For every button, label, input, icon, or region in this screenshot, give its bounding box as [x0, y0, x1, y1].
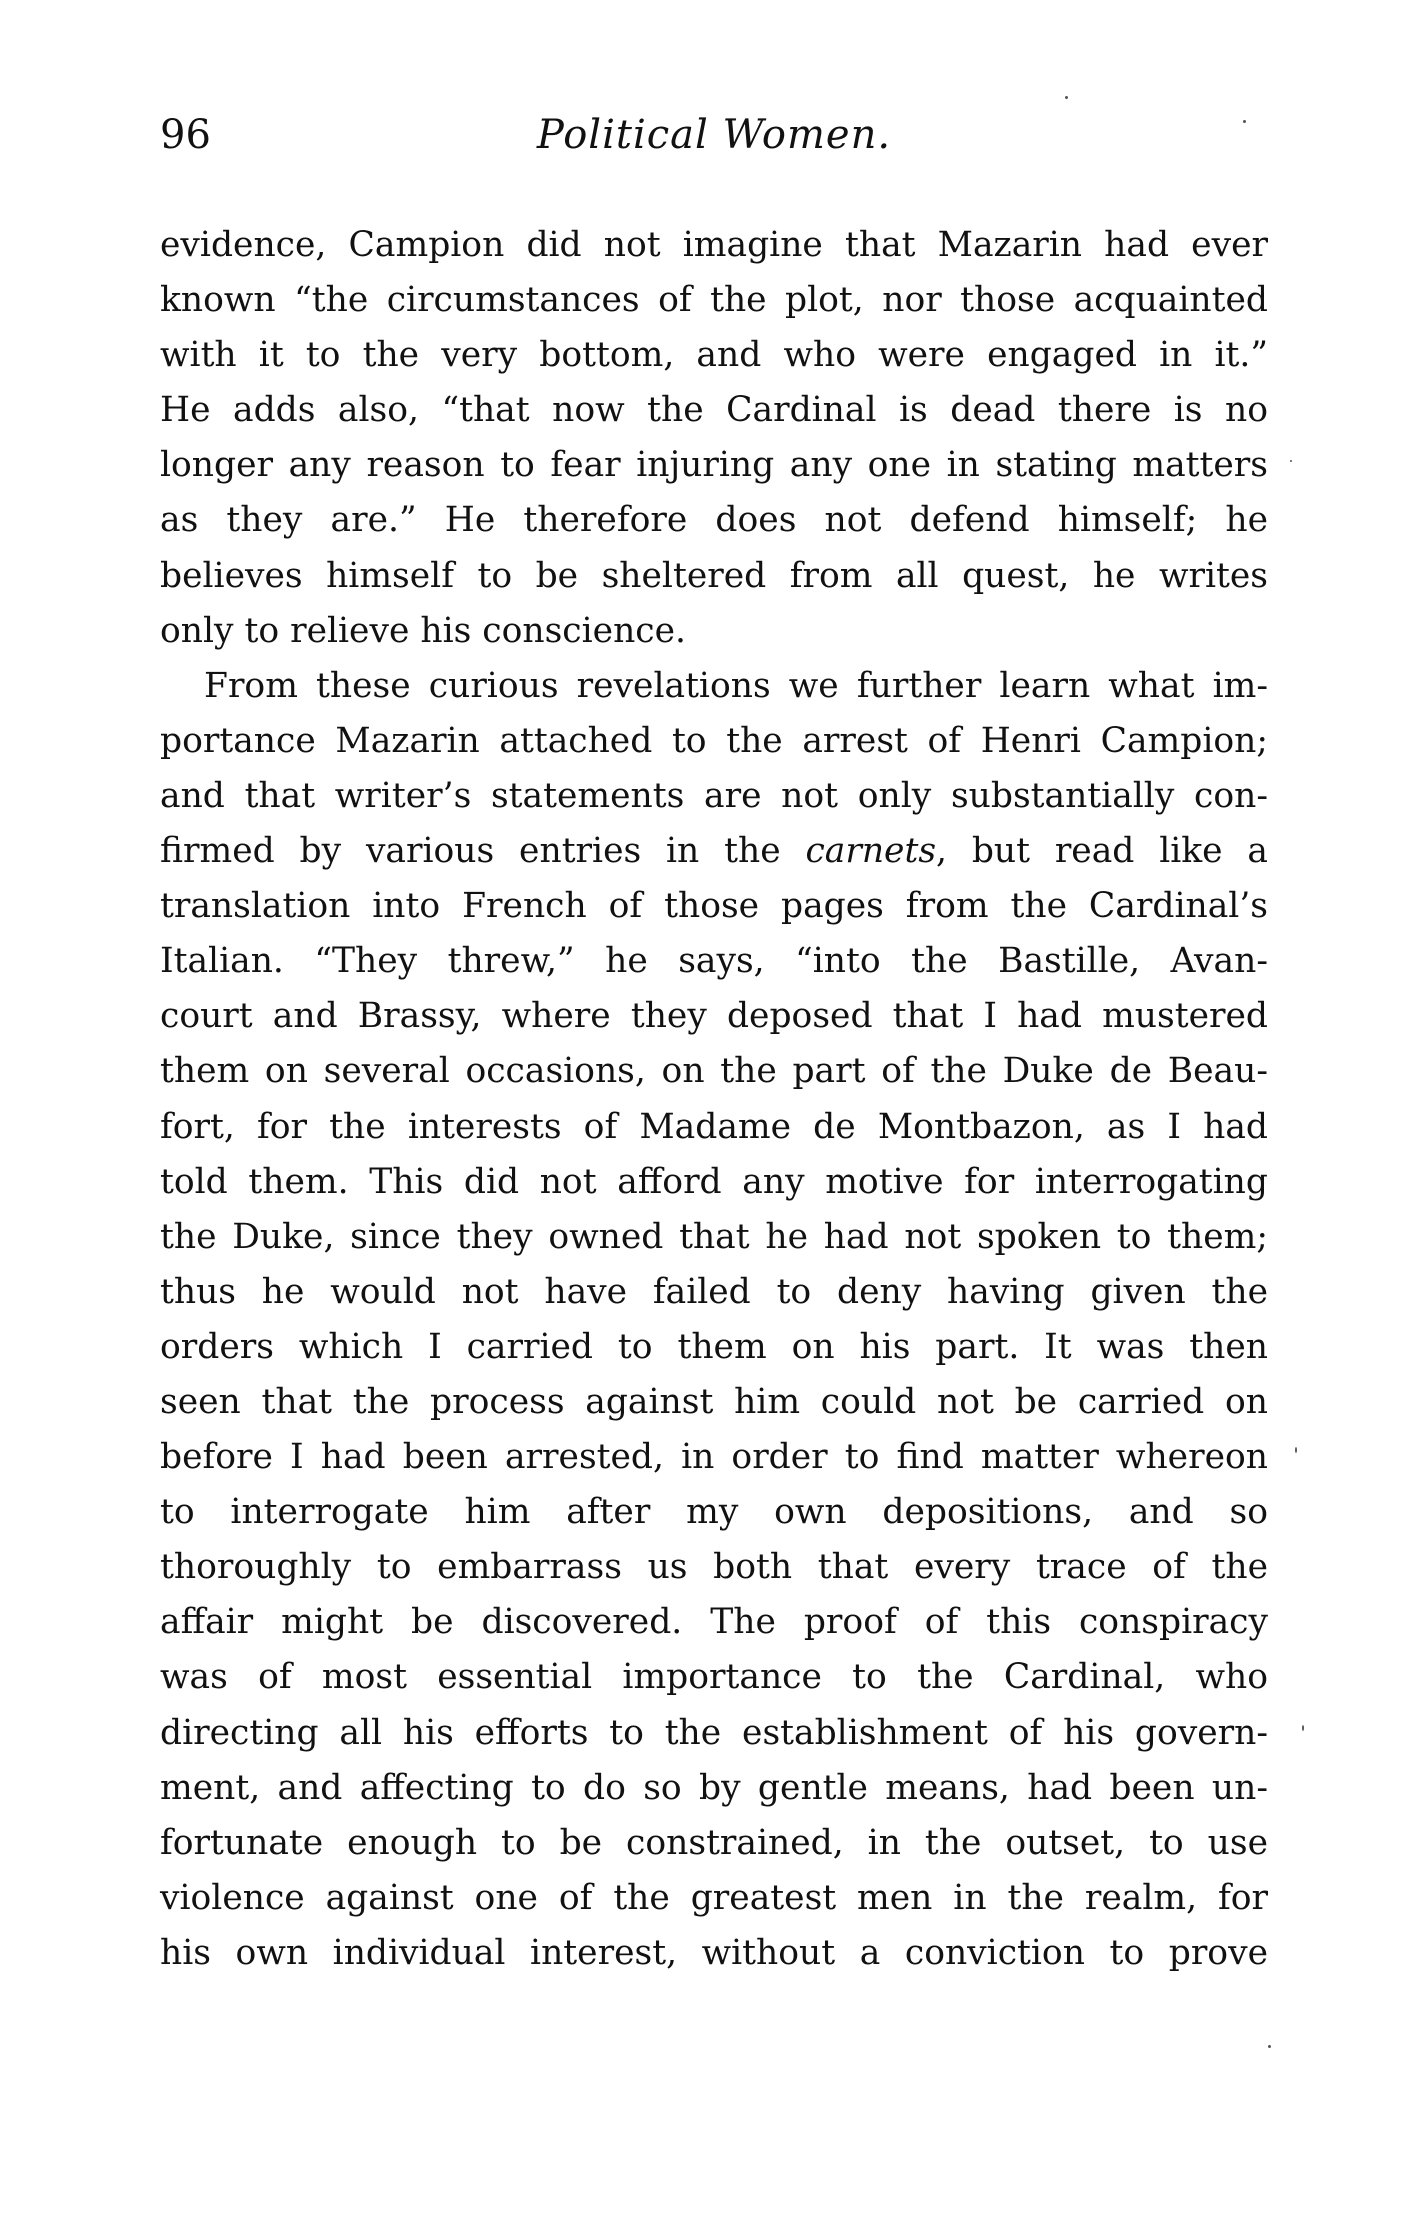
- text-line: court and Brassy, where they deposed that I had mustered: [160, 996, 1268, 1037]
- text-line: thus he would not have failed to deny having given the: [160, 1271, 1268, 1312]
- text-line: told them. This did not afford any motive for interrogating: [160, 1161, 1268, 1202]
- text-line: as they are.” He therefore does not defend himself; he: [160, 500, 1268, 541]
- text-line: fortunate enough to be constrained, in the outset, to use: [160, 1822, 1268, 1863]
- text-line: From these curious revelations we further learn what im-: [204, 665, 1268, 706]
- text-line: fort, for the interests of Madame de Montbazon, as I had: [160, 1106, 1268, 1147]
- text-line: longer any reason to fear injuring any one in stating matters: [160, 445, 1268, 486]
- text-line: Italian. “They threw,” he says, “into the Bastille, Avan-: [160, 941, 1268, 982]
- text-line: evidence, Campion did not imagine that Mazarin had ever: [160, 225, 1268, 265]
- text-line: translation into French of those pages from the Cardinal’s: [160, 886, 1268, 927]
- page-number: 96: [160, 112, 211, 158]
- running-title: Political Women.: [536, 112, 892, 158]
- text-line: believes himself to be sheltered from all quest, he writes: [160, 555, 1268, 596]
- scan-speck: [1290, 460, 1292, 462]
- text-line: known “the circumstances of the plot, nor those acquainted: [160, 280, 1268, 321]
- scan-speck: [1243, 120, 1246, 123]
- text-line: only to relieve his conscience.: [160, 610, 686, 651]
- text-line: to interrogate him after my own depositions, and so: [160, 1492, 1268, 1533]
- text-line: was of most essential importance to the Cardinal, who: [160, 1657, 1268, 1698]
- text-line: the Duke, since they owned that he had not spoken to them;: [160, 1216, 1268, 1257]
- page-body: [160, 218, 1268, 1981]
- text-line: portance Mazarin attached to the arrest of Henri Campion;: [160, 720, 1268, 761]
- text-line: them on several occasions, on the part of the Duke de Beau-: [160, 1051, 1268, 1092]
- scan-speck: [1295, 1447, 1297, 1453]
- scan-speck: [1302, 1725, 1304, 1731]
- text-line: firmed by various entries in the carnets, but read like a: [160, 831, 1268, 872]
- text-line: and that writer’s statements are not only substantially con-: [160, 775, 1268, 816]
- text-line: before I had been arrested, in order to find matter whereon: [160, 1437, 1268, 1478]
- page-header: [160, 112, 1268, 172]
- text-line: ment, and affecting to do so by gentle means, had been un-: [160, 1767, 1268, 1808]
- text-line: He adds also, “that now the Cardinal is dead there is no: [160, 390, 1268, 431]
- text-line: seen that the process against him could not be carried on: [160, 1381, 1268, 1422]
- text-line: violence against one of the greatest men in the realm, for: [160, 1877, 1268, 1918]
- scan-speck: [1268, 2045, 1271, 2048]
- text-line: orders which I carried to them on his part. It was then: [160, 1326, 1268, 1367]
- scan-speck: [1065, 96, 1068, 99]
- text-line: affair might be discovered. The proof of this conspiracy: [160, 1602, 1268, 1643]
- text-line: his own individual interest, without a conviction to prove: [160, 1932, 1268, 1973]
- text-line: with it to the very bottom, and who were engaged in it.”: [160, 335, 1268, 376]
- text-line: directing all his efforts to the establishment of his govern-: [160, 1712, 1268, 1753]
- text-line: thoroughly to embarrass us both that every trace of the: [160, 1547, 1268, 1588]
